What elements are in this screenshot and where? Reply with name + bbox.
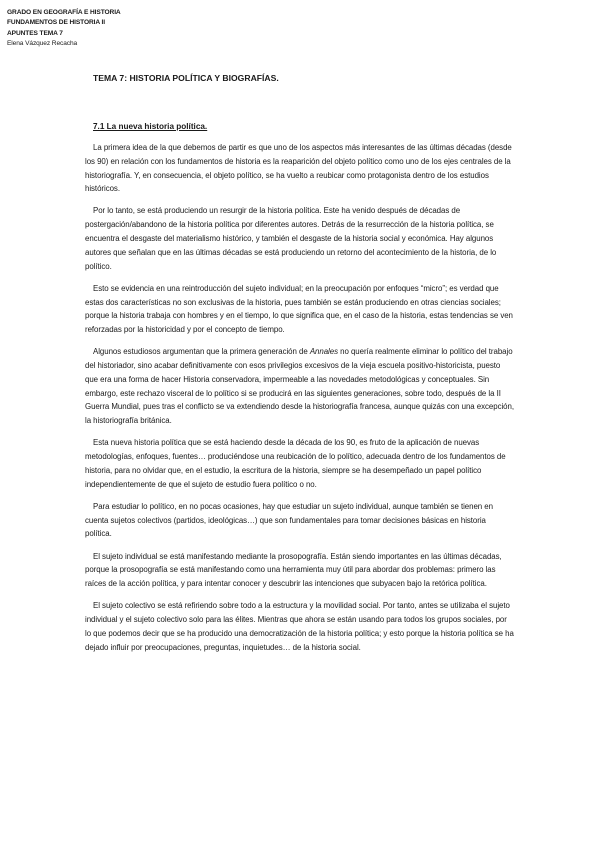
paragraph-text: Algunos estudiosos argumentan que la primera generación de [93,347,310,357]
section-heading: 7.1 La nueva historia política. [93,122,208,131]
paragraph: Por lo tanto, se está produciendo un resurgir de la historia política. Este ha venido después de décadas de postergación/abandono de la historia política por diferentes autores. Detrás de la resurrección de la historia política, se encuentra el desgaste del materialismo histórico, y también el desgaste de la historia social y económica. Hay algunos autores que señalan que en las últimas décadas se está produciendo un retorno del acontecimiento de la historia, de lo político. [85,206,497,271]
paragraph: El sujeto individual se está manifestando mediante la prosopografía. Están siendo importantes en las últimas décadas, porque la prosopografía se está manifestando como una herramienta muy útil para abordar dos problemas: primero las raíces de la acción política, y para intentar conocer y descubrir las intenciones que subyacen bajo la retórica política. [85,551,502,589]
italic-term: Annales [309,347,338,357]
paragraph [85,345,514,428]
author-line: Elena Vázquez Recacha [7,40,78,48]
paragraph: Para estudiar lo político, en no pocas ocasiones, hay que estudiar un sujeto individual, aunque también se tienen en cuenta sujetos colectivos (partidos, ideológicas…) que son fundamentales para tomar decisiones básicas en historia política. [85,501,493,539]
document-title: TEMA 7: HISTORIA POLÍTICA Y BIOGRAFÍAS. [93,73,279,83]
notes-line: APUNTES TEMA 7 [7,29,63,37]
degree-line: GRADO EN GEOGRAFÍA E HISTORIA [7,9,121,16]
paragraph: El sujeto colectivo se está refiriendo sobre todo a la estructura y la movilidad social. Por tanto, antes se utilizaba el sujeto individual y el sujeto colectivo solo para las élites. Mientras que ahora se están usando para todos los grupos sociales, por lo que podemos decir que se ha producido una democratización de la historia política; y esto porque la historia política se ha dejado influir por preocupaciones, preguntas, inquietudes… de la historia social. [85,601,514,652]
document-header [7,8,121,50]
course-line: FUNDAMENTOS DE HISTORIA II [7,19,106,27]
paragraph-text: no quería realmente eliminar lo político del trabajo del historiador, sino acabar definitivamente con esos privilegios excesivos de la vieja escuela positivo-historicista, puesto que era una forma de hacer Historia conservadora, impermeable a las novedades metodológicas y conceptuales. Sin embargo, este rechazo visceral de lo político si se producirá en las siguientes generaciones, sobre todo, después de la II Guerra Mundial, pues tras el conflicto se va extendiendo desde la historiografía francesa, aunque quizás con una excepción, la historiografía británica. [85,347,514,426]
paragraph: Esta nueva historia política que se está haciendo desde la década de los 90, es fruto de la aplicación de nuevas metodologías, enfoques, fuentes… produciéndose una reubicación de lo político, adecuada dentro de los fundamentos de historia, para no olvidar que, en el estudio, la escritura de la historia, siempre se ha desempeñado un papel político independientemente de que el sujeto de estudio fuera político o no. [85,438,506,489]
paragraph: Esto se evidencia en una reintroducción del sujeto individual; en la preocupación por enfoques “micro”; es verdad que estas dos características no son exclusivas de la historia, pues también se están produciendo en otras ciencias sociales; porque la historia trabaja con hombres y en el tiempo, lo que significa que, en el caso de la historia, estas tendencias se ven reforzadas por la historicidad y por el concepto de tiempo. [85,283,513,335]
paragraph: La primera idea de la que debemos de partir es que uno de los aspectos más interesantes de las últimas décadas (desde los 90) en relación con los fundamentos de historia es la reaparición del objeto político como uno de los ejes centrales de la historiografía. Y, en consecuencia, el objeto político, se ha vuelto a reubicar como protagonista dentro de los estudios históricos. [85,143,512,194]
document-body [85,141,514,663]
